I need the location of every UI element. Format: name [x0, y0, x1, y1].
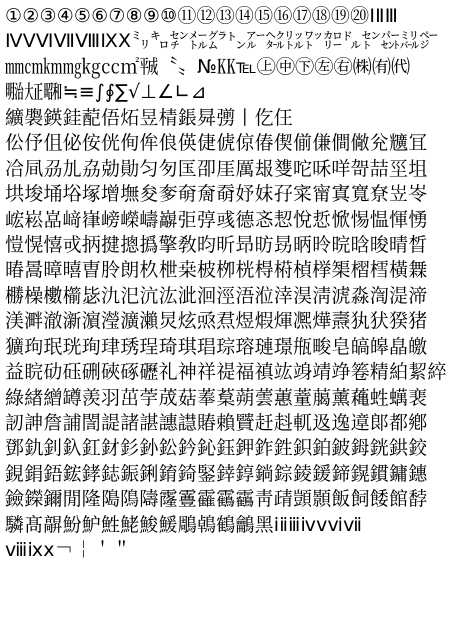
glyph-row: 鐱鑅鑈閒隆﨩隝隯霳霻靃靍靏靑靕顗顥飯飼餧館馞: [5, 488, 428, 511]
glyph-row: 暙暠暲暿曺朎朗杦枻桒柀栁桄棏﨓楨﨔榘槢樰橫橆: [5, 259, 428, 282]
glyph-row: 鋧鋗鋙鋐﨧鋕鋠鋓錥錡鋻﨨錞鋿錝錂鍰鍗鎤鏆鏞鏸: [5, 462, 428, 485]
glyph-row: 鄧釚釗釞釭釮釤釥鈆鈐鈊鈺鉀鈼鉎鉙鉑鈹鉧銧鉷鉸: [5, 437, 428, 460]
glyph-row: ㎜㎝㎞㎎㎏㏄㎡㍻〝〟№㏍℡㊤㊥㊦㊧㊨㈱㈲㈹: [5, 55, 411, 78]
glyph-row: 訒訷詹誧誾諟諸諶譓譿賰賴贒赶﨣軏﨤逸遧郞都鄕: [5, 412, 428, 434]
glyph-row: 渼溿澈澵濵瀅瀇瀨炅炫焏焄煜煆煇凞燁燾犱犾猤猪: [5, 310, 428, 333]
glyph-row: 獷玽珉珖珣珒琇珵琦琪琩琮瑢璉璟甁畯皂皜皞皛皦: [5, 335, 428, 358]
glyph-row: 伀伃伹佖侒侊侚侔俍偀倢俿倞偆偰偂傔僴僘兊兤冝: [5, 132, 428, 155]
glyph-row: 冾凬刕劜劦勀勛匀匇匤卲厓厲叝﨎咜咊咩哿喆坙坥: [5, 157, 428, 180]
glyph-row: 益睆劯砡硎硤硺礰礼神祥禔福禛竑竧靖竫箞精絈絜綷: [5, 361, 447, 384]
glyph-row: 橳橾櫢櫤毖氿汜沆汯泚洄涇浯涖涬淏淸淲淼渹湜渧: [5, 284, 428, 307]
glyph-row: 垬埈埇﨏塚增墲夋奓奛奝奣妤妺孖寀甯寘寬尞岦岺: [5, 183, 428, 206]
glyph-row: 綠緖繒罇羡羽茁荢荿菇菶葈蒴蕓蕙蕫﨟薰蘒﨡蠇裵: [5, 386, 428, 409]
glyph-sheet: [5, 4, 447, 616]
glyph-row: 驎髙髜魵魲鮏鮱鮻鰀鵰鵫鶴鸙黑ⅰⅱⅲⅳⅴⅵⅶ: [5, 513, 363, 536]
glyph-row: ⅷⅸⅹ￢￤＇＂: [5, 539, 132, 562]
glyph-row: ①②③④⑤⑥⑦⑧⑨⑩⑪⑫⑬⑭⑮⑯⑰⑱⑲⑳ⅠⅡⅢ: [5, 5, 398, 27]
glyph-row: 愷愰憘戓抦揵摠撝擎敎昀昕昻昉昮昞昤晥晗晙晴晳: [5, 233, 428, 256]
glyph-row: ㍾㍽㍼≒≡∫∮∑√⊥∠∟⊿: [5, 81, 207, 104]
glyph-row: 峵崧嵓﨑嵂嵭嶸嶹巐弡弴彧德忞恝悅悊惞惕愠惲愑: [5, 208, 428, 231]
glyph-row: ⅣⅤⅥⅦⅧⅨⅩ㍉㌔㌢㍍㌘㌧㌃㌶㍑㍗㌍㌦㌣㌫㍊㌻: [5, 30, 439, 53]
glyph-row: 纊褜鍈銈蓜俉炻昱棈鋹曻彅丨仡仼: [5, 106, 294, 129]
